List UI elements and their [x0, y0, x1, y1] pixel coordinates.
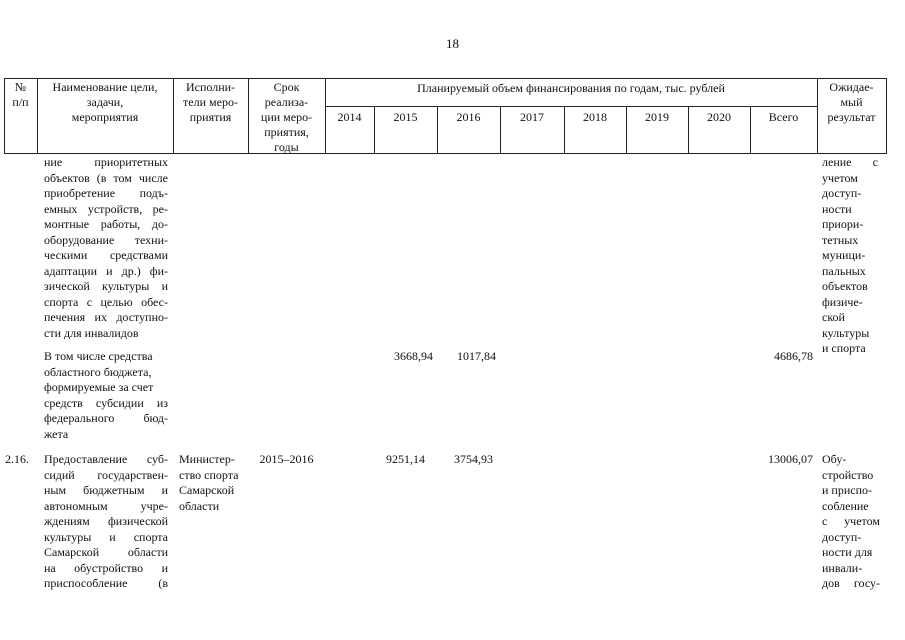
row1-result-line: учетом — [822, 170, 858, 185]
header-result-line: Ожидае- — [829, 80, 874, 94]
header-year-2016: 2016 — [456, 110, 481, 124]
row3-result-line: инвали- — [822, 560, 863, 575]
row3-name-line: культуры и спорта — [44, 529, 168, 544]
row1-result-line: и спорта — [822, 341, 866, 355]
row1-name-line: зической культуры и — [44, 279, 168, 293]
header-year-2018: 2018 — [583, 110, 607, 124]
row2-value-2016: 1017,84 — [457, 349, 496, 363]
row2-value-2015: 3668,94 — [394, 349, 433, 363]
header-result-line: мый — [840, 95, 863, 109]
row1-result-line: пальных — [822, 263, 866, 278]
row3-name-line: на обустройство и — [44, 560, 168, 575]
row1-result-line: ской — [822, 310, 845, 324]
row2-name — [44, 349, 168, 442]
row1-result-line: муници- — [822, 248, 866, 262]
header-result — [817, 80, 886, 125]
header-funding-title: Планируемый объем финансирования по годам, тыс. рублей — [417, 81, 725, 95]
header-num — [4, 80, 37, 110]
row2-name-line: формируемые за счет — [44, 380, 154, 394]
row1-name-line: монтные работы, до- — [44, 217, 168, 231]
row3-name — [44, 452, 168, 592]
row1-name-line: адаптации и др.) фи- — [44, 263, 168, 278]
row3-executor-line: Самарской — [179, 483, 235, 497]
row1-name-line: ние приоритетных — [44, 155, 168, 169]
header-bottom-border — [4, 153, 887, 154]
row3-name-line: Предоставление суб- — [44, 452, 168, 466]
header-name — [37, 80, 173, 125]
header-year-2019: 2019 — [645, 110, 669, 124]
row3-term: 2015–2016 — [259, 452, 314, 466]
row1-result-line: тетных — [822, 232, 859, 247]
header-executor-line: Исполни- — [185, 80, 236, 94]
row3-result-line: Обу- — [822, 452, 847, 466]
row3-value-2016: 3754,93 — [454, 452, 493, 466]
row3-result — [822, 452, 880, 592]
header-num-line: п/п — [12, 95, 29, 109]
page-number: 18 — [446, 36, 459, 51]
row1-result-line: приори- — [822, 217, 864, 231]
header-name-line: задачи, — [86, 95, 124, 109]
row3-executor-line: ство спорта — [179, 467, 239, 482]
row1-name-line: печения их доступно- — [44, 310, 168, 324]
row3-executor — [179, 452, 247, 514]
header-term-line: реализа- — [264, 95, 309, 109]
row3-result-line: с учетом — [822, 514, 880, 528]
row3-name-line: сидий государствен- — [44, 467, 168, 482]
row3-result-line: ности для — [822, 545, 873, 559]
row3-result-line: и приспо- — [822, 483, 873, 497]
header-name-line: Наименование цели, — [52, 80, 158, 94]
table-top-border — [4, 78, 887, 79]
header-num-line: № — [14, 80, 27, 94]
header-year-2014: 2014 — [337, 110, 362, 124]
row3-name-line: Самарской области — [44, 545, 168, 559]
row3-value-total: 13006,07 — [768, 452, 813, 466]
header-executor-line: приятия — [189, 110, 232, 124]
header-term-line: ции меро- — [260, 110, 313, 124]
row1-result-line: культуры — [822, 325, 870, 340]
row1-name-line: оборудование техни- — [44, 232, 168, 247]
row2-name-line: средств субсидии из — [44, 395, 168, 410]
row1-result-line: ление с — [822, 155, 878, 169]
row3-result-line: собление — [822, 498, 869, 513]
row1-result — [822, 155, 878, 357]
row3-value-2015: 9251,14 — [386, 452, 425, 466]
row2-name-line: жета — [44, 426, 69, 441]
row1-name-line: объектов (в том числе — [44, 170, 168, 185]
header-executor-line: тели меро- — [183, 95, 238, 109]
row1-name-line: спорта с целью обес- — [44, 294, 168, 309]
row3-executor-line: Министер- — [179, 452, 235, 466]
row1-result-line: физиче- — [822, 294, 863, 309]
header-total: Всего — [768, 110, 799, 124]
row1-name — [44, 155, 168, 341]
header-term-line: годы — [274, 140, 299, 154]
row1-name-line: ческими средствами — [44, 248, 168, 262]
row3-name-line: ным бюджетным и — [44, 483, 168, 497]
header-result-line: результат — [827, 110, 876, 124]
row3-name-line: автономным учре- — [44, 498, 168, 513]
row2-value-total: 4686,78 — [774, 349, 813, 363]
row3-executor-line: области — [179, 498, 220, 513]
row3-result-line: доступ- — [822, 529, 862, 544]
row2-name-line: областного бюджета, — [44, 364, 152, 379]
row3-name-line: ждениям физической — [44, 514, 168, 528]
row2-name-line: В том числе средства — [44, 349, 153, 363]
header-year-2015: 2015 — [393, 110, 418, 124]
row3-name-line: приспособление (в — [44, 576, 168, 590]
header-term-line: Срок — [273, 80, 300, 94]
row1-name-line: приобретение подъ- — [44, 186, 168, 200]
row1-result-line: ности — [822, 201, 852, 216]
row3-number: 2.16. — [5, 452, 29, 466]
header-term-line: приятия, — [264, 125, 309, 139]
row1-name-line: сти для инвалидов — [44, 325, 139, 340]
table-right-border — [886, 78, 887, 154]
row3-result-line: дов госу- — [822, 576, 880, 590]
header-executor — [173, 80, 248, 125]
row1-result-line: доступ- — [822, 186, 862, 200]
row1-result-line: объектов — [822, 279, 868, 293]
header-term — [248, 80, 325, 155]
header-name-line: мероприятия — [71, 110, 139, 124]
row2-name-line: федерального бюд- — [44, 411, 168, 425]
header-year-2017: 2017 — [520, 110, 544, 124]
years-row-divider — [325, 106, 818, 107]
header-year-2020: 2020 — [707, 110, 731, 124]
row1-name-line: емных устройств, ре- — [44, 201, 168, 216]
row3-result-line: стройство — [822, 467, 874, 482]
